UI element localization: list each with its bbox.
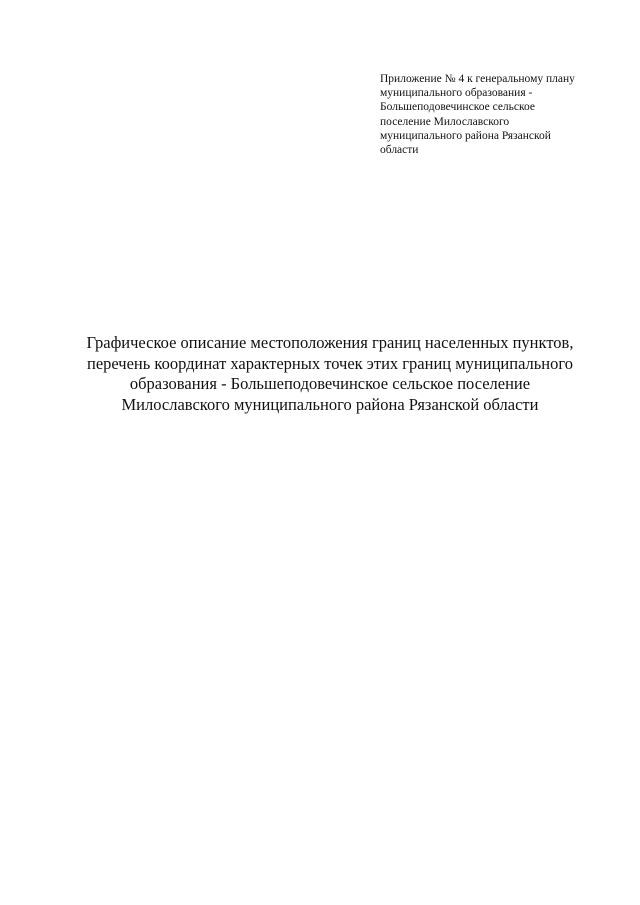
annex-note-line: Большеподовечинское сельское (380, 101, 536, 114)
annex-note-line: области (380, 144, 419, 157)
document-title-line: Милославского муниципального района Рязанской области (121, 394, 539, 414)
document-title (50, 333, 610, 415)
annex-note (380, 72, 610, 157)
annex-note-line: поселение Милославского (380, 115, 510, 128)
annex-note-line: Приложение № 4 к генеральному плану (380, 73, 575, 85)
document-title-line: образования - Большеподовечинское сельское поселение (129, 374, 531, 393)
document-title-line: перечень координат характерных точек этих границ муниципального (86, 353, 573, 373)
document-title-line: Графическое описание местоположения границ населенных пунктов, (86, 333, 574, 352)
annex-note-line: муниципального образования - (380, 87, 533, 100)
annex-note-line: муниципального района Рязанской (380, 129, 551, 142)
